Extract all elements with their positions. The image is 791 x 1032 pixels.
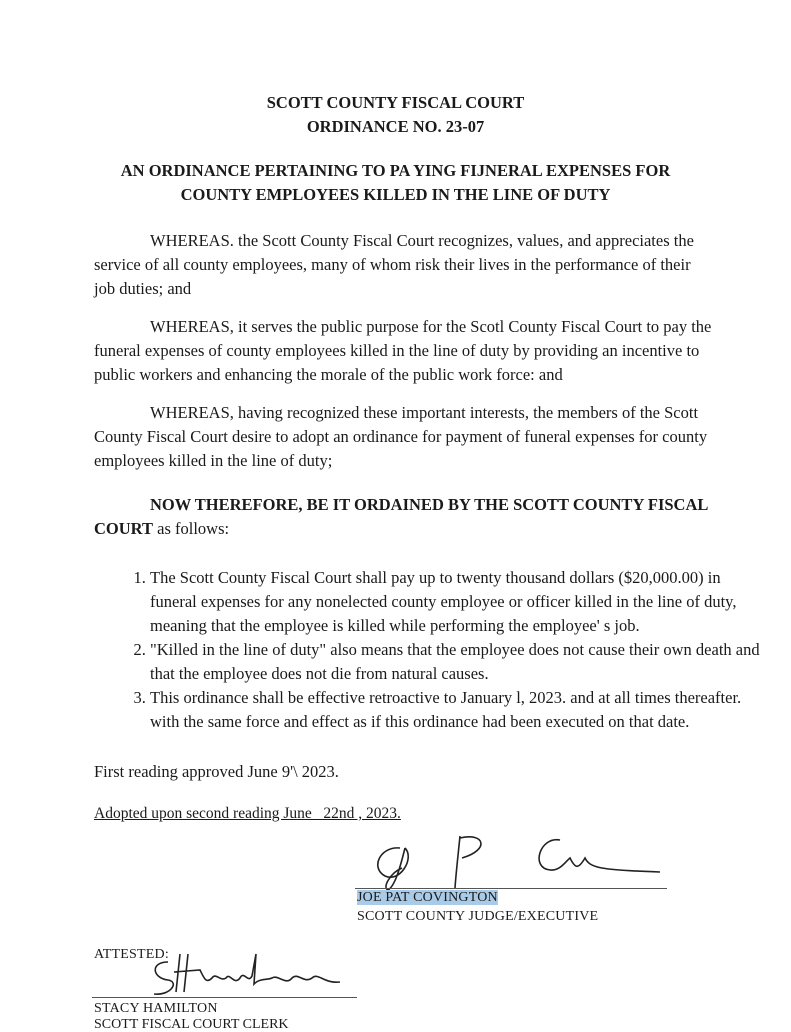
judge-name-text: JOE PAT COVINGTON	[357, 890, 498, 905]
adopted-line: Adopted upon second reading June _22nd , 2023.	[94, 805, 401, 822]
ordinance-item-1: 1. The Scott County Fiscal Court shall pay up to twenty thousand dollars ($20,000.00) in funeral expenses for any nonelected county employee or officer killed in the line of duty, meaning that the employee is killed while performing the employee' s job.	[150, 566, 770, 638]
ordinance-title-line2: COUNTY EMPLOYEES KILLED IN THE LINE OF DUTY	[180, 185, 611, 204]
ordinance-title-line1: AN ORDINANCE PERTAINING TO PA YING FIJNERAL EXPENSES FOR	[120, 161, 671, 180]
ordinance-items	[94, 566, 770, 734]
ordained-bold: NOW THEREFORE, BE IT ORDAINED BY THE SCOTT COUNTY FISCAL COURT	[94, 495, 708, 538]
clerk-signature-line	[92, 997, 357, 998]
clerk-signature	[140, 948, 360, 1000]
clerk-title: SCOTT FISCAL COURT CLERK	[94, 1017, 289, 1032]
judge-name	[357, 890, 498, 906]
judge-title: SCOTT COUNTY JUDGE/EXECUTIVE	[357, 909, 599, 924]
ordinance-number: ORDINANCE NO. 23-07	[306, 117, 485, 136]
ordained-rest: as follows:	[153, 519, 230, 538]
first-reading: First reading approved June 9'\ 2023.	[94, 762, 339, 781]
court-heading: SCOTT COUNTY FISCAL COURT	[266, 93, 525, 112]
whereas-clause-1: WHEREAS. the Scott County Fiscal Court recognizes, values, and appreciates the service of all county employees, many of whom risk their lives in the performance of their job duties; and	[94, 231, 694, 298]
judge-signature	[360, 828, 680, 892]
ordinance-item-2: 2. "Killed in the line of duty" also means that the employee does not cause their own death and that the employee does not die from natural causes.	[150, 638, 770, 686]
attested-label: ATTESTED:	[94, 947, 169, 962]
ordained-clause	[94, 493, 714, 541]
judge-signature-line	[355, 888, 667, 889]
whereas-clause-3: WHEREAS, having recognized these important interests, the members of the Scott County Fiscal Court desire to adopt an ordinance for payment of funeral expenses for county employees killed in the line of duty;	[94, 403, 708, 470]
clerk-name: STACY HAMILTON	[94, 1001, 218, 1016]
whereas-clause-2: WHEREAS, it serves the public purpose for the Scotl County Fiscal Court to pay the funeral expenses of county employees killed in the line of duty by providing an incentive to public workers and enhancing the morale of the public work force: and	[94, 317, 712, 384]
ordinance-item-3: 3. This ordinance shall be effective retroactive to January l, 2023. and at all times thereafter. with the same force and effect as if this ordinance had been executed on that date.	[150, 686, 770, 734]
